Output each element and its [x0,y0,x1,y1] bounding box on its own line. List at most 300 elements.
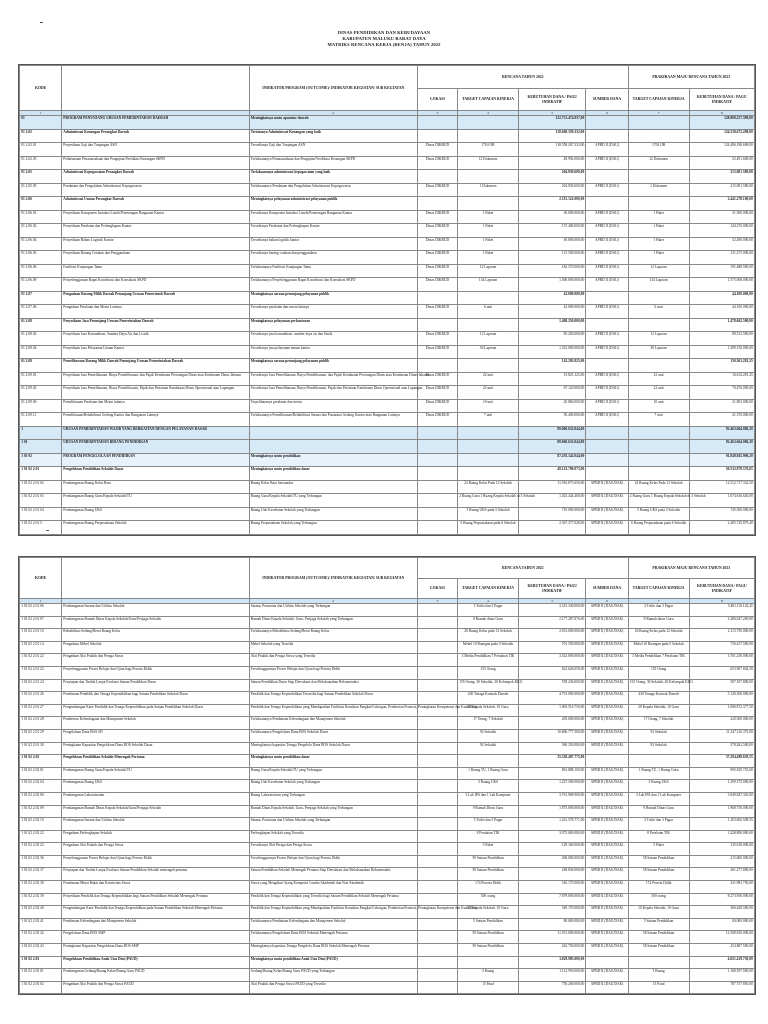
col-group-prakiraan: PRAKIRAAN MAJU RENCANA TAHUN 2023 [628,558,754,579]
row-target-next: 5 Satuan Pendidikan [628,918,689,931]
row-sumber: APBD II (DAU/DAK) [586,855,628,868]
row-lokasi: Dinas DIKBUD [418,251,458,265]
row-kebutuhan-next: 37.294.489.639,55 [689,755,754,768]
row-lokasi [418,981,458,994]
row-kode: 01 2.08.04 [20,345,62,359]
row-kebutuhan-next: 3.701.250.000,00 [689,654,754,667]
row-kebutuhan-next: 121.275.000,00 [689,251,754,265]
row-sumber: APBD II (DAU/DAK) [586,692,628,705]
row-program: Pengadaan Mebel Sekolah [62,641,249,654]
row-kebutuhan: 129.160.000,00 [519,843,586,856]
row-indikator: Sarana, Prasarana dan Utilitas Sekolah yang Terbangun [249,818,417,831]
row-lokasi [418,893,458,906]
row-kode: 01 2.05 [20,170,62,184]
row-target-next: 10 unit [628,399,689,413]
row-program: Pembinaan Minat Bakat dan Kreativitas Siswa [62,881,249,894]
row-kode: 01 2.08 [20,318,62,332]
row-target: 58 Satuan Pendidikan [458,931,519,944]
col-kode: KODE [20,66,62,111]
row-kebutuhan: 1.023.444.400,00 [519,494,586,508]
row-kebutuhan: 35.528.407.775,00 [519,755,586,768]
table-row [20,372,755,386]
row-sumber: APBD II (DAU/DAK) [586,641,628,654]
row-sumber: APBD II (DAU/DAK) [586,654,628,667]
column-index-cell: 2 [249,599,417,604]
title-line-3: MATRIKS RENCANA KERJA (RENJA) TAHUN 2022 [327,42,441,47]
table-row [20,780,755,793]
row-kode: 01 2.06.06 [20,264,62,278]
row-target-next: 174 Peserta Didik [628,881,689,894]
row-sumber: APBD II (DAU) [586,210,628,224]
col-sumber: SUMBER DANA [586,89,628,111]
row-kode: 1 01 [20,440,62,454]
row-kebutuhan: 1.237.500.000,00 [519,780,586,793]
row-kode: 1 01 02 2.01 30 [20,742,62,755]
row-indikator: Terselenggaranya Proses Belajar dan Ujian bagi Peserta Didik [249,855,417,868]
row-target-next: 8 Peralatan TIK [628,830,689,843]
row-target: 1 Paket [458,237,519,251]
row-program: Penyediaan Jasa Pemeliharaan, Biaya Pemeliharaan, dan Pajak Kendaraan Perorangan Dinas atau Kendaraan Dinas Jabatan [62,372,249,386]
row-target-next: 15 Paud [628,981,689,994]
row-kebutuhan-next: 331.983.750,00 [689,881,754,894]
row-kebutuhan-next: 135.618.000,00 [689,843,754,856]
row-sumber: APBD II (DAU) [586,305,628,319]
row-kode: 1 01 02 2.02 22 [20,830,62,843]
row-kebutuhan-next: 1.303.665.509,55 [689,818,754,831]
row-kode: 1 01 02 2.02 [20,755,62,768]
row-indikator: Terlaksananya Fasilitasi Kunjungan Tamu [249,264,417,278]
renja-table-1 [19,65,755,535]
row-target: 3 Ruang UKS [458,780,519,793]
table-row [20,629,755,642]
row-target-next: 30 Laporan [628,345,689,359]
row-indikator: Perlengkapan Sekolah yang Tersedia [249,830,417,843]
row-sumber [586,359,628,373]
row-indikator: Tersedianya Peralatan dan Perlengkapan Kantor [249,224,417,238]
row-kebutuhan: 206.000.000,00 [519,855,586,868]
row-lokasi [418,440,458,454]
row-target: 1 Dokumen [458,183,519,197]
row-sumber: APBD II (DAU) [586,183,628,197]
row-target-next: 12 Laporan [628,264,689,278]
row-sumber [586,197,628,211]
row-kebutuhan: 118.608.359.332,00 [519,129,586,143]
row-kebutuhan: 2.367.377.028,00 [519,521,586,535]
col-kebutuhan: KEBUTUHAN DANA / PAGU INDIKATIF [519,89,586,111]
row-kebutuhan: 204.839.600,00 [519,170,586,184]
row-target-next: 3 Toilet dan 3 Pagar [628,818,689,831]
row-target-next: 2 Ruang Guru 1 Ruang Kepala Sekolah di 3 Sekolah [628,494,689,508]
column-index-cell: 6 [586,599,628,604]
row-target-next [628,318,689,332]
row-lokasi: Dinas DIKBUD [418,413,458,427]
table-row [20,956,755,969]
row-lokasi [418,931,458,944]
row-kebutuhan-next: 2.485.745.879,40 [689,521,754,535]
table-row [20,453,755,467]
row-indikator: Pendidik dan Tenaga Kependidikan yang Tersedia bagi Satuan Pendidikan Sekolah Menengah Pertama [249,893,417,906]
row-sumber [586,453,628,467]
row-lokasi [418,755,458,768]
row-kebutuhan-next: 124.538.672.298,00 [689,129,754,143]
row-lokasi [418,969,458,982]
row-sumber: APBD II (DAU/DAK) [586,507,628,521]
row-indikator: Meningkatnya sarana penunjang pelayanan publik [249,291,417,305]
row-kode: 01 2.02.01 [20,143,62,157]
row-sumber: APBD II (DAU/DAK) [586,830,628,843]
row-target-next: 5 Paket [628,843,689,856]
row-lokasi [418,742,458,755]
row-program: Pembangunan Ruang Perpustakaan Sekolah [62,521,249,535]
row-target-next: 8 Rumah dinas Guru [628,616,689,629]
col-target-next: TARGET CAPAIAN KINERJA [628,579,689,599]
row-target: 3 Media Pendidikan 7 Peralatan TIK [458,654,519,667]
row-program: Penyelenggaraan Proses Belajar dan Ujian bagi Peserta Didik [62,855,249,868]
row-target: 9 Rumah Dinas Guru [458,805,519,818]
row-target: 1 Paket [458,251,519,265]
row-kebutuhan-next: 3.481.116.122,45 [689,604,754,617]
row-target [458,170,519,184]
renja-table-page-1 [18,64,756,536]
table-row [20,494,755,508]
row-target [458,956,519,969]
row-target: 7 unit [458,413,519,427]
row-target [458,426,519,440]
row-kebutuhan-next: 787.757.850,00 [689,981,754,994]
row-program: Pembinaan Pendidik dan Tenaga Kependidikan bagi Satuan Pendidikan Sekolah Dasar [62,692,249,705]
row-program: Pengadaan Barang Milik Daerah Penunjang Urusan Pemerintah Daerah [62,291,249,305]
row-kode: 01 2.05.05 [20,183,62,197]
row-kebutuhan: 1.241.578.771,00 [519,818,586,831]
row-lokasi [418,944,458,957]
row-sumber: APBD II (DAU) [586,156,628,170]
row-indikator: Tersedianya Jasa Pemeliharaan, Biaya Pemeliharaan, Pajak dan Perizinan Kendaraan Dinas Operasional atau Lapangan [249,386,417,400]
column-index-cell: 2 [249,111,417,116]
row-lokasi [418,881,458,894]
row-lokasi: Dinas DIKBUD [418,264,458,278]
row-lokasi: Dinas DIKBUD [418,183,458,197]
row-kebutuhan: 2.177.287.876,00 [519,616,586,629]
row-kebutuhan: 88.060.632.044,00 [519,426,586,440]
row-sumber: APBD II (DAU/DAK) [586,818,628,831]
row-kebutuhan: 204.839.600,00 [519,183,586,197]
row-target-next: 3 Ruang [628,969,689,982]
row-kode: 1 01 02 2.01 28 [20,717,62,730]
row-program: Penyediaan Pendidik dan Tenaga Kependidikan bagi Satuan Pendidikan Sekolah Menengah Pertama [62,893,249,906]
row-program: Pembangunan Ruang Kelas Baru [62,480,249,494]
row-indikator: Meningkatnya mutu pendidikan Anak Usia Dini (PAUD) [249,956,417,969]
row-sumber: APBD II (DAU) [586,237,628,251]
table-row [20,170,755,184]
table-row [20,881,755,894]
row-indikator: Terlaksananya Pemeliharaan/Rehabilitasi Sarana dan Prasarana Gedung Kantor atau Bangunan Lainnya [249,413,417,427]
table-row [20,616,755,629]
row-program: Pembangunan Rumah Dinas Kepala Sekolah/Guru/Penjaga Sekolah [62,616,249,629]
row-kode: 01 2.07 [20,291,62,305]
table-row [20,981,755,994]
row-target-next: 26 Ruang Kelas pada 12 Sekolah [628,629,689,642]
row-kebutuhan-next: 21.903.000,00 [689,399,754,413]
row-kebutuhan-next: 1.478.662.500,00 [689,318,754,332]
table-row [20,332,755,346]
row-lokasi [418,818,458,831]
row-program: Pembangunan Ruang Guru/Kepala Sekolah/TU [62,767,249,780]
row-kode: 1 01 02 2.01 5 [20,521,62,535]
row-program: PROGRAM PENGELOLAAN PENDIDIKAN [62,453,249,467]
row-sumber: APBD II (DAU/DAK) [586,494,628,508]
row-sumber: APBD II (DAU/DAK) [586,868,628,881]
row-sumber: APBD II (DAU) [586,413,628,427]
row-target: 1 Ruang TU, 1 Ruang Guru [458,767,519,780]
row-kebutuhan: 143.203.825,00 [519,359,586,373]
table-row [20,224,755,238]
row-kode: 1 01 02 2.03 [20,956,62,969]
row-kebutuhan-next: 215.081.580,00 [689,183,754,197]
row-sumber: APBD II (DAU/DAK) [586,616,628,629]
row-kebutuhan-next: 31.500.000,00 [689,210,754,224]
row-target [458,453,519,467]
table-row [20,729,755,742]
row-indikator: Siswa yang Mengikuti Ajang Kompetisi Lomba Akademik dan Non Akademik [249,881,417,894]
col-indikator: INDIKATOR PROGRAM (OUTCOME)/ INDIKATOR KEGIATAN/ SUB KEGIATAN [249,66,417,111]
row-kebutuhan-next: 124.486.180.698,00 [689,143,754,157]
row-kebutuhan: 3.315.340.000,00 [519,604,586,617]
row-program: URUSAN PEMERINTAHAN WAJIB YANG BERKAITAN DENGAN PELAYANAN DASAR [62,426,249,440]
row-indikator [249,440,417,454]
row-kebutuhan: 115.500.000,00 [519,251,586,265]
row-kode: 01 [20,116,62,130]
row-kebutuhan-next: 44.100.000,00 [689,291,754,305]
row-target [458,116,519,130]
row-kode: 1 01 02 2.01 03 [20,494,62,508]
table-row [20,143,755,157]
col-lokasi: LOKASI [418,89,458,111]
row-lokasi: Dinas DIKBUD [418,237,458,251]
row-lokasi [418,467,458,481]
row-kebutuhan-next: 220.500.000,00 [689,717,754,730]
table-row [20,704,755,717]
row-kode: 1 01 02 2.02 42 [20,931,62,944]
row-sumber: APBD II (DAU/DAK) [586,893,628,906]
row-target: 8 Rumah dinas Guru [458,616,519,629]
table-row [20,906,755,919]
row-sumber [586,755,628,768]
row-target: 22 unit [458,386,519,400]
table-row [20,264,755,278]
table-row [20,251,755,265]
row-kebutuhan-next: 905.029.755,00 [689,767,754,780]
table-row [20,918,755,931]
col-blank [62,558,249,599]
row-kebutuhan-next: 1.074.616.620,00 [689,494,754,508]
row-sumber: APBD II (DAU/DAK) [586,666,628,679]
row-indikator: Mebel Sekolah yang Tersedia [249,641,417,654]
row-program: Pengadaan Peralatan dan Mesin Lainnya [62,305,249,319]
row-indikator: Tersedianya bahan logistik kantor [249,237,417,251]
row-kode: 1 01 02 2.02 06 [20,792,62,805]
table-row [20,666,755,679]
row-target-next: 6 Ruang Perpustakaan pada 6 Sekolah [628,521,689,535]
row-target: 5 Paket [458,843,519,856]
table-row [20,129,755,143]
row-kebutuhan-next: 41.370.000,00 [689,413,754,427]
row-target: 30 Laporan [458,345,519,359]
row-lokasi: Dinas DIKBUD [418,224,458,238]
table-row [20,855,755,868]
row-target-next: 1 Dokumen [628,183,689,197]
table-row [20,679,755,692]
row-lokasi [418,717,458,730]
row-lokasi [418,780,458,793]
row-lokasi [418,729,458,742]
row-kebutuhan-next: 5.120.500.000,00 [689,692,754,705]
row-kebutuhan: 1.875.000.000,00 [519,805,586,818]
row-kode: 1 01 02 2.01 04 [20,507,62,521]
row-lokasi: Dinas DIKBUD [418,278,458,292]
row-kebutuhan: 15.823.125,00 [519,372,586,386]
row-target: 58 Satuan Pendidikan [458,868,519,881]
row-sumber: APBD II (DAU) [586,399,628,413]
row-lokasi: Dinas DIKBUD [418,156,458,170]
table-2-body [20,599,755,994]
renja-table-2 [19,557,755,994]
column-index-cell: 4 [458,111,519,116]
row-kebutuhan: 1.408.250.000,00 [519,318,586,332]
row-indikator: Meningkatnya mutu pendidikan [249,453,417,467]
table-row [20,156,755,170]
row-kebutuhan-next: 1.575.000.000,00 [689,278,754,292]
row-kebutuhan-next: 254.887.500,00 [689,944,754,957]
row-kebutuhan: 861.888.100,00 [519,767,586,780]
row-target: 6 unit [458,305,519,319]
row-target-next [628,359,689,373]
document-title [0,30,768,48]
row-target-next [628,116,689,130]
row-indikator: Pendidik dan Tenaga Kependidikan Terseedia bagi Satuan Pendidikan Sekolah Dasar [249,692,417,705]
row-target: 12 Laporan [458,332,519,346]
row-target: 3 Lab IPA dan 1 Lab Komputer [458,792,519,805]
col-lokasi: LOKASI [418,579,458,599]
row-lokasi [418,480,458,494]
row-kebutuhan: 10.806.777.500,00 [519,729,586,742]
row-target-next [628,755,689,768]
row-program: Pembangunan Ruang Guru/Kepala Sekolah/TU [62,494,249,508]
table-row [20,345,755,359]
row-indikator: Terselenggaranya Proses Belajar dan Ujian bagi Peserta Didik [249,666,417,679]
row-kebutuhan-next: 44.100.000,00 [689,305,754,319]
row-target: 3 Ruang [458,969,519,982]
col-target-next: TARGET CAPAIAN KINERJA [628,89,689,111]
row-indikator: Ruang Unit Kesehatan Sekolah yang Terbangun [249,780,417,793]
row-kebutuhan: 80.000.000,00 [519,918,586,931]
row-kode: 1 01 02 2.01 22 [20,654,62,667]
row-target [458,129,519,143]
row-lokasi [418,868,458,881]
row-indikator: Satuan Pendidikan Sekolah Menengah Pertama Siap Dievaluasi dan Melaksanakan Rekomendasi [249,868,417,881]
row-kebutuhan-next: 89.512.500,00 [689,332,754,346]
column-index-cell: 7 [628,111,689,116]
title-line-1: DINAS PENDIDIKAN DAN KEBUDAYAAN [337,30,431,35]
row-target: 10 unit [458,399,519,413]
row-lokasi [418,641,458,654]
row-kode: 01 2.06.04 [20,237,62,251]
row-lokasi [418,666,458,679]
row-target-next: 9 Rumah Dinas Guru [628,805,689,818]
row-lokasi [418,507,458,521]
row-indikator: Terlaksananya Penatausahaan dan Pengujian/Verifikasi Keuangan SKPD [249,156,417,170]
row-kebutuhan-next: 2.286.047.269,80 [689,616,754,629]
row-kebutuhan: 30.000.000,00 [519,210,586,224]
row-kebutuhan: 85.250.000,00 [519,332,586,346]
row-program: Pembangunan Rumah Dinas Kepala Sekolah/Guru/Penjaga Sekolah [62,805,249,818]
row-program: PROGRAM PENUNJANG URUSAN PEMERINTAHAN DAERAH [62,116,249,130]
row-sumber [586,291,628,305]
row-target: 6 Ruang Perpustakaan pada 6 Sekolah [458,521,519,535]
row-program: Peningkatan Kapasitas Pengelolaan Dana BOS SMP [62,944,249,957]
col-target: TARGET CAPAIAN KINERJA [458,579,519,599]
row-target [458,755,519,768]
row-kebutuhan: 7.879.000.000,00 [519,893,586,906]
row-kebutuhan: 39.400.000,00 [519,413,586,427]
row-kebutuhan-next: 52.491.600,00 [689,156,754,170]
row-kebutuhan: 20.860.000,00 [519,399,586,413]
row-program: Administrasi Kepegawaian Perangkat Daerah [62,170,249,184]
column-index-cell: 8 [689,599,754,604]
row-program: Pemeliharaan/Rehabilitasi Gedung Kantor dan Bangunan Lainnya [62,413,249,427]
row-kebutuhan: 42.000.000,00 [519,305,586,319]
table-row [20,843,755,856]
row-kebutuhan: 2.315.122.000,00 [519,197,586,211]
row-sumber: APBD II (DAU/DAK) [586,480,628,494]
row-indikator: Terlaksananya administrasi kepegawaian yang baik [249,170,417,184]
row-target-next [628,440,689,454]
row-kebutuhan-next: 150.363.281,25 [689,359,754,373]
row-target-next: 1704 OB [628,143,689,157]
row-program: Pengadaan Alat Praktik dan Peraga Siswa [62,843,249,856]
row-kode: 1 01 02 2.01 06 [20,604,62,617]
row-target-next: 430 Tenaga Kontrak Daerah [628,692,689,705]
row-indikator: Tersedianya peralatan dan mesin lainnya [249,305,417,319]
row-kode: 1 01 02 2.02 41 [20,918,62,931]
row-kebutuhan-next: 70.476.000,00 [689,386,754,400]
row-sumber: APBD II (DAU/DAK) [586,729,628,742]
row-target-next [628,170,689,184]
row-kode: 01 2.02 [20,129,62,143]
row-lokasi: Dinas DIKBUD [418,345,458,359]
table-row [20,868,755,881]
row-program: Pembangunan Ruang UKS [62,780,249,793]
row-indikator: Tertatanya Administrasi Keuangan yang baik [249,129,417,143]
row-kebutuhan-next: 653.907.602,50 [689,666,754,679]
row-kode: 1 01 02 2.01 24 [20,679,62,692]
row-program: Fasilitasi Kunjungan Tamu [62,264,249,278]
row-indikator: Terlaksananya Pendataan dan Pengolahan Administrasi Kepegawaian [249,183,417,197]
row-indikator: Gedung/Ruang Kelas/Ruang Guru PAUD yang Terbangun [249,969,417,982]
row-kebutuhan-next: 3.949.847.345,00 [689,792,754,805]
row-target-next: 155 Orang [628,666,689,679]
row-kode: 1 01 02 2.01 29 [20,729,62,742]
row-indikator: Tersedianya Alat Peraga dan Peraga Siswa [249,843,417,856]
row-indikator: Meningkatnya pelayanan administrasi pelayanan publik [249,197,417,211]
row-kebutuhan: 122.731.474.957,00 [519,116,586,130]
row-target-next: 5 Ruang UKS pada 5 Sekolah [628,507,689,521]
table-row [20,507,755,521]
row-indikator: Meningkatnya kapasitas Tenaga Pengelola Dana BOS Sekolah Menengah Pertama [249,944,417,957]
row-kebutuhan-next: 92.463.664.086,20 [689,426,754,440]
row-lokasi [418,855,458,868]
row-target-next: 1 Paket [628,224,689,238]
row-target-next: 92 Sekolah [628,729,689,742]
